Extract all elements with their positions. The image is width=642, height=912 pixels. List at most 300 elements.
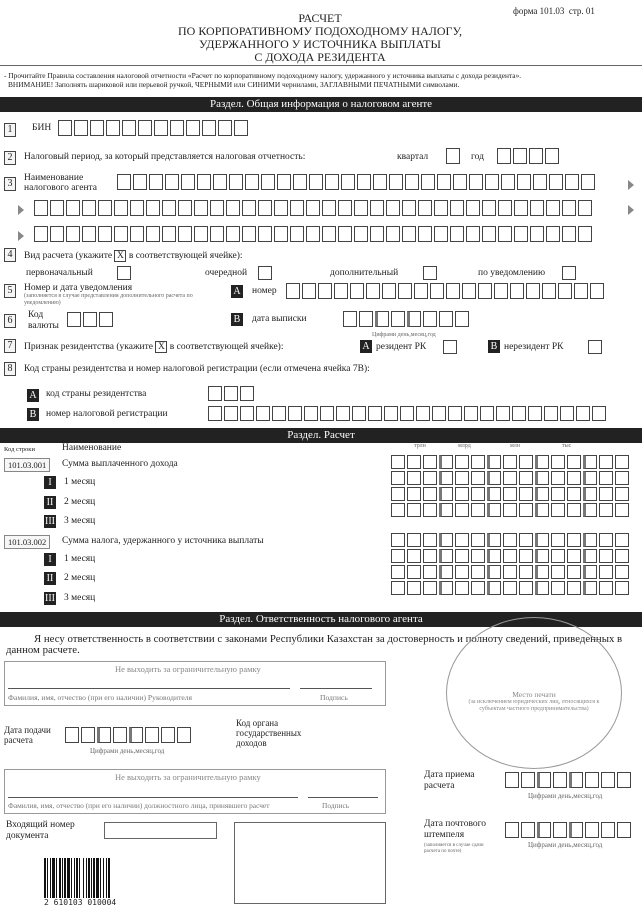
cell[interactable] (114, 200, 128, 216)
signature-line[interactable] (308, 797, 378, 798)
cell[interactable] (274, 200, 288, 216)
amount-cell[interactable] (583, 565, 597, 579)
amount-cell[interactable] (583, 471, 597, 485)
amount-cell[interactable] (391, 455, 405, 469)
cell[interactable] (382, 283, 396, 299)
cell[interactable] (418, 200, 432, 216)
cell[interactable] (601, 772, 615, 788)
cell[interactable] (145, 727, 159, 743)
cell[interactable] (290, 226, 304, 242)
cell[interactable] (81, 727, 95, 743)
amount-cell[interactable] (423, 503, 437, 517)
amount-cell[interactable] (615, 487, 629, 501)
cell[interactable] (521, 822, 535, 838)
amount-cell[interactable] (487, 549, 501, 563)
amount-cell[interactable] (599, 503, 613, 517)
submit-date-cells[interactable] (65, 727, 193, 743)
amount-cell[interactable] (439, 503, 453, 517)
cell[interactable] (162, 226, 176, 242)
cell[interactable] (334, 283, 348, 299)
cell[interactable] (617, 772, 631, 788)
amount-cell[interactable] (487, 581, 501, 595)
cell[interactable] (290, 200, 304, 216)
cell[interactable] (526, 283, 540, 299)
cell[interactable] (482, 226, 496, 242)
amount-cell[interactable] (551, 455, 565, 469)
amount-cell[interactable] (567, 565, 581, 579)
amount-cell[interactable] (503, 581, 517, 595)
amount-cell[interactable] (583, 455, 597, 469)
amount-cell[interactable] (439, 581, 453, 595)
cell[interactable] (322, 200, 336, 216)
cell[interactable] (574, 283, 588, 299)
cell[interactable] (149, 174, 163, 190)
cell[interactable] (245, 174, 259, 190)
cell[interactable] (558, 283, 572, 299)
cell[interactable] (226, 200, 240, 216)
cell[interactable] (302, 283, 316, 299)
cell[interactable] (407, 311, 421, 327)
cell[interactable] (400, 406, 414, 421)
cell[interactable] (501, 174, 515, 190)
amount-grid-tax[interactable] (391, 533, 629, 595)
type-additional-checkbox[interactable] (423, 266, 437, 280)
amount-cell[interactable] (615, 565, 629, 579)
cell[interactable] (505, 822, 519, 838)
cell[interactable] (194, 200, 208, 216)
cell[interactable] (466, 200, 480, 216)
cell[interactable] (537, 772, 551, 788)
signature-line[interactable] (300, 688, 372, 689)
cell[interactable] (50, 226, 64, 242)
cell[interactable] (402, 200, 416, 216)
amount-cell[interactable] (519, 471, 533, 485)
amount-cell[interactable] (471, 487, 485, 501)
quarter-cell[interactable] (446, 148, 460, 164)
cell[interactable] (448, 406, 462, 421)
cell[interactable] (354, 226, 368, 242)
amount-cell[interactable] (455, 503, 469, 517)
cell[interactable] (553, 822, 567, 838)
amount-cell[interactable] (471, 471, 485, 485)
amount-cell[interactable] (567, 471, 581, 485)
cell[interactable] (226, 226, 240, 242)
cell[interactable] (208, 406, 222, 421)
cell[interactable] (293, 174, 307, 190)
amount-cell[interactable] (599, 581, 613, 595)
amount-cell[interactable] (407, 503, 421, 517)
amount-cell[interactable] (423, 581, 437, 595)
cell[interactable] (384, 406, 398, 421)
cell[interactable] (434, 200, 448, 216)
amount-cell[interactable] (551, 503, 565, 517)
cell[interactable] (197, 174, 211, 190)
amount-cell[interactable] (535, 533, 549, 547)
cell[interactable] (318, 283, 332, 299)
nonresident-checkbox[interactable] (588, 340, 602, 354)
amount-cell[interactable] (487, 503, 501, 517)
amount-cell[interactable] (551, 487, 565, 501)
amount-cell[interactable] (391, 487, 405, 501)
type-regular-checkbox[interactable] (258, 266, 272, 280)
amount-cell[interactable] (599, 549, 613, 563)
cell[interactable] (578, 226, 592, 242)
amount-cell[interactable] (471, 565, 485, 579)
cell[interactable] (544, 406, 558, 421)
amount-cell[interactable] (519, 581, 533, 595)
amount-cell[interactable] (599, 455, 613, 469)
amount-cell[interactable] (503, 549, 517, 563)
cell[interactable] (161, 727, 175, 743)
cell[interactable] (553, 772, 567, 788)
cell[interactable] (373, 174, 387, 190)
cell[interactable] (320, 406, 334, 421)
cell[interactable] (565, 174, 579, 190)
amount-cell[interactable] (583, 549, 597, 563)
cell[interactable] (66, 226, 80, 242)
year-cells[interactable] (497, 148, 561, 164)
amount-cell[interactable] (471, 503, 485, 517)
cell[interactable] (601, 822, 615, 838)
cell[interactable] (498, 200, 512, 216)
currency-cells[interactable] (67, 312, 115, 327)
amount-cell[interactable] (583, 533, 597, 547)
cell[interactable] (578, 200, 592, 216)
amount-cell[interactable] (439, 487, 453, 501)
amount-cell[interactable] (583, 487, 597, 501)
cell[interactable] (453, 174, 467, 190)
cell[interactable] (389, 174, 403, 190)
amount-cell[interactable] (439, 549, 453, 563)
amount-cell[interactable] (567, 487, 581, 501)
cell[interactable] (50, 200, 64, 216)
cell[interactable] (366, 283, 380, 299)
cell[interactable] (34, 226, 48, 242)
amount-cell[interactable] (535, 565, 549, 579)
cell[interactable] (560, 406, 574, 421)
amount-cell[interactable] (535, 471, 549, 485)
cell[interactable] (130, 200, 144, 216)
country-code-cells[interactable] (208, 386, 256, 401)
cell[interactable] (514, 226, 528, 242)
cell[interactable] (585, 822, 599, 838)
bin-cells[interactable] (58, 120, 250, 136)
cell[interactable] (309, 174, 323, 190)
cell[interactable] (274, 226, 288, 242)
amount-cell[interactable] (487, 455, 501, 469)
amount-cell[interactable] (407, 565, 421, 579)
amount-cell[interactable] (519, 455, 533, 469)
cell[interactable] (416, 406, 430, 421)
amount-cell[interactable] (615, 503, 629, 517)
amount-cell[interactable] (407, 471, 421, 485)
amount-cell[interactable] (487, 533, 501, 547)
cell[interactable] (66, 200, 80, 216)
amount-cell[interactable] (615, 471, 629, 485)
cell[interactable] (546, 200, 560, 216)
cell[interactable] (418, 226, 432, 242)
cell[interactable] (386, 200, 400, 216)
cell[interactable] (146, 226, 160, 242)
amount-cell[interactable] (391, 503, 405, 517)
amount-cell[interactable] (599, 471, 613, 485)
amount-cell[interactable] (455, 565, 469, 579)
cell[interactable] (569, 822, 583, 838)
cell[interactable] (569, 772, 583, 788)
cell[interactable] (325, 174, 339, 190)
cell[interactable] (469, 174, 483, 190)
cell[interactable] (277, 174, 291, 190)
cell[interactable] (129, 727, 143, 743)
amount-cell[interactable] (567, 533, 581, 547)
amount-cell[interactable] (599, 487, 613, 501)
cell[interactable] (165, 174, 179, 190)
cell[interactable] (242, 200, 256, 216)
amount-cell[interactable] (567, 581, 581, 595)
cell[interactable] (562, 200, 576, 216)
cell[interactable] (542, 283, 556, 299)
cell[interactable] (466, 226, 480, 242)
amount-cell[interactable] (455, 581, 469, 595)
amount-cell[interactable] (439, 565, 453, 579)
amount-cell[interactable] (615, 455, 629, 469)
issue-date-cells[interactable] (343, 311, 471, 327)
cell[interactable] (514, 200, 528, 216)
amount-cell[interactable] (519, 503, 533, 517)
cell[interactable] (546, 226, 560, 242)
cell[interactable] (350, 283, 364, 299)
amount-cell[interactable] (423, 487, 437, 501)
cell[interactable] (341, 174, 355, 190)
amount-cell[interactable] (455, 455, 469, 469)
amount-cell[interactable] (503, 455, 517, 469)
type-notice-checkbox[interactable] (562, 266, 576, 280)
cell[interactable] (306, 200, 320, 216)
amount-cell[interactable] (423, 549, 437, 563)
amount-cell[interactable] (407, 455, 421, 469)
amount-cell[interactable] (567, 455, 581, 469)
cell[interactable] (359, 311, 373, 327)
amount-cell[interactable] (471, 533, 485, 547)
cell[interactable] (343, 311, 357, 327)
cell[interactable] (114, 226, 128, 242)
cell[interactable] (432, 406, 446, 421)
cell[interactable] (34, 200, 48, 216)
amount-cell[interactable] (519, 533, 533, 547)
cell[interactable] (181, 174, 195, 190)
cell[interactable] (82, 226, 96, 242)
agent-name-row-2[interactable] (34, 200, 594, 216)
amount-cell[interactable] (599, 533, 613, 547)
cell[interactable] (562, 226, 576, 242)
amount-cell[interactable] (503, 503, 517, 517)
cell[interactable] (405, 174, 419, 190)
amount-cell[interactable] (455, 533, 469, 547)
cell[interactable] (478, 283, 492, 299)
cell[interactable] (437, 174, 451, 190)
amount-cell[interactable] (615, 581, 629, 595)
cell[interactable] (178, 226, 192, 242)
amount-cell[interactable] (583, 503, 597, 517)
amount-cell[interactable] (535, 581, 549, 595)
cell[interactable] (261, 174, 275, 190)
cell[interactable] (494, 283, 508, 299)
amount-cell[interactable] (439, 533, 453, 547)
amount-cell[interactable] (519, 549, 533, 563)
cell[interactable] (224, 406, 238, 421)
amount-cell[interactable] (599, 565, 613, 579)
cell[interactable] (338, 200, 352, 216)
amount-cell[interactable] (423, 533, 437, 547)
amount-cell[interactable] (567, 503, 581, 517)
cell[interactable] (530, 226, 544, 242)
cell[interactable] (414, 283, 428, 299)
cell[interactable] (402, 226, 416, 242)
cell[interactable] (512, 406, 526, 421)
cell[interactable] (482, 200, 496, 216)
cell[interactable] (391, 311, 405, 327)
cell[interactable] (146, 200, 160, 216)
cell[interactable] (210, 226, 224, 242)
amount-cell[interactable] (535, 455, 549, 469)
cell[interactable] (592, 406, 606, 421)
amount-cell[interactable] (551, 581, 565, 595)
cell[interactable] (352, 406, 366, 421)
amount-cell[interactable] (391, 471, 405, 485)
cell[interactable] (464, 406, 478, 421)
postmark-date-cells[interactable] (505, 822, 633, 838)
cell[interactable] (82, 200, 96, 216)
amount-cell[interactable] (551, 471, 565, 485)
cell[interactable] (455, 311, 469, 327)
cell[interactable] (130, 226, 144, 242)
amount-cell[interactable] (551, 565, 565, 579)
cell[interactable] (590, 283, 604, 299)
cell[interactable] (322, 226, 336, 242)
cell[interactable] (354, 200, 368, 216)
cell[interactable] (178, 200, 192, 216)
cell[interactable] (510, 283, 524, 299)
cell[interactable] (194, 226, 208, 242)
cell[interactable] (97, 727, 111, 743)
cell[interactable] (496, 406, 510, 421)
cell[interactable] (521, 772, 535, 788)
cell[interactable] (258, 226, 272, 242)
amount-cell[interactable] (487, 471, 501, 485)
amount-cell[interactable] (471, 549, 485, 563)
cell[interactable] (480, 406, 494, 421)
amount-cell[interactable] (487, 487, 501, 501)
cell[interactable] (421, 174, 435, 190)
cell[interactable] (288, 406, 302, 421)
cell[interactable] (357, 174, 371, 190)
cell[interactable] (585, 772, 599, 788)
cell[interactable] (533, 174, 547, 190)
amount-cell[interactable] (551, 549, 565, 563)
cell[interactable] (113, 727, 127, 743)
amount-cell[interactable] (455, 487, 469, 501)
amount-cell[interactable] (487, 565, 501, 579)
amount-cell[interactable] (519, 565, 533, 579)
amount-cell[interactable] (407, 487, 421, 501)
amount-cell[interactable] (583, 581, 597, 595)
cell[interactable] (581, 174, 595, 190)
cell[interactable] (537, 822, 551, 838)
amount-cell[interactable] (615, 549, 629, 563)
cell[interactable] (528, 406, 542, 421)
amount-cell[interactable] (391, 533, 405, 547)
amount-cell[interactable] (503, 487, 517, 501)
amount-cell[interactable] (423, 471, 437, 485)
cell[interactable] (98, 226, 112, 242)
notice-number-cells[interactable] (286, 283, 606, 299)
amount-cell[interactable] (535, 503, 549, 517)
amount-cell[interactable] (551, 533, 565, 547)
cell[interactable] (549, 174, 563, 190)
cell[interactable] (446, 283, 460, 299)
cell[interactable] (133, 174, 147, 190)
amount-cell[interactable] (567, 549, 581, 563)
amount-grid-income[interactable] (391, 455, 629, 517)
agent-name-row-1[interactable] (117, 174, 597, 190)
cell[interactable] (242, 226, 256, 242)
reg-number-cells[interactable] (208, 406, 608, 421)
amount-cell[interactable] (615, 533, 629, 547)
cell[interactable] (98, 200, 112, 216)
cell[interactable] (439, 311, 453, 327)
amount-cell[interactable] (471, 455, 485, 469)
cell[interactable] (368, 406, 382, 421)
cell[interactable] (423, 311, 437, 327)
cell[interactable] (450, 226, 464, 242)
amount-cell[interactable] (535, 487, 549, 501)
cell[interactable] (240, 406, 254, 421)
cell[interactable] (530, 200, 544, 216)
amount-cell[interactable] (423, 455, 437, 469)
cell[interactable] (430, 283, 444, 299)
cell[interactable] (338, 226, 352, 242)
cell[interactable] (370, 226, 384, 242)
cell[interactable] (498, 226, 512, 242)
amount-cell[interactable] (471, 581, 485, 595)
agent-name-row-3[interactable] (34, 226, 594, 242)
cell[interactable] (336, 406, 350, 421)
cell[interactable] (576, 406, 590, 421)
amount-cell[interactable] (391, 581, 405, 595)
cell[interactable] (229, 174, 243, 190)
cell[interactable] (286, 283, 300, 299)
cell[interactable] (162, 200, 176, 216)
cell[interactable] (304, 406, 318, 421)
amount-cell[interactable] (503, 565, 517, 579)
incoming-number-input[interactable] (104, 822, 217, 839)
type-initial-checkbox[interactable] (117, 266, 131, 280)
cell[interactable] (505, 772, 519, 788)
resident-checkbox[interactable] (443, 340, 457, 354)
cell[interactable] (65, 727, 79, 743)
cell[interactable] (256, 406, 270, 421)
cell[interactable] (386, 226, 400, 242)
amount-cell[interactable] (423, 565, 437, 579)
amount-cell[interactable] (439, 471, 453, 485)
cell[interactable] (434, 226, 448, 242)
amount-cell[interactable] (519, 487, 533, 501)
cell[interactable] (210, 200, 224, 216)
cell[interactable] (370, 200, 384, 216)
cell[interactable] (375, 311, 389, 327)
cell[interactable] (617, 822, 631, 838)
amount-cell[interactable] (503, 533, 517, 547)
